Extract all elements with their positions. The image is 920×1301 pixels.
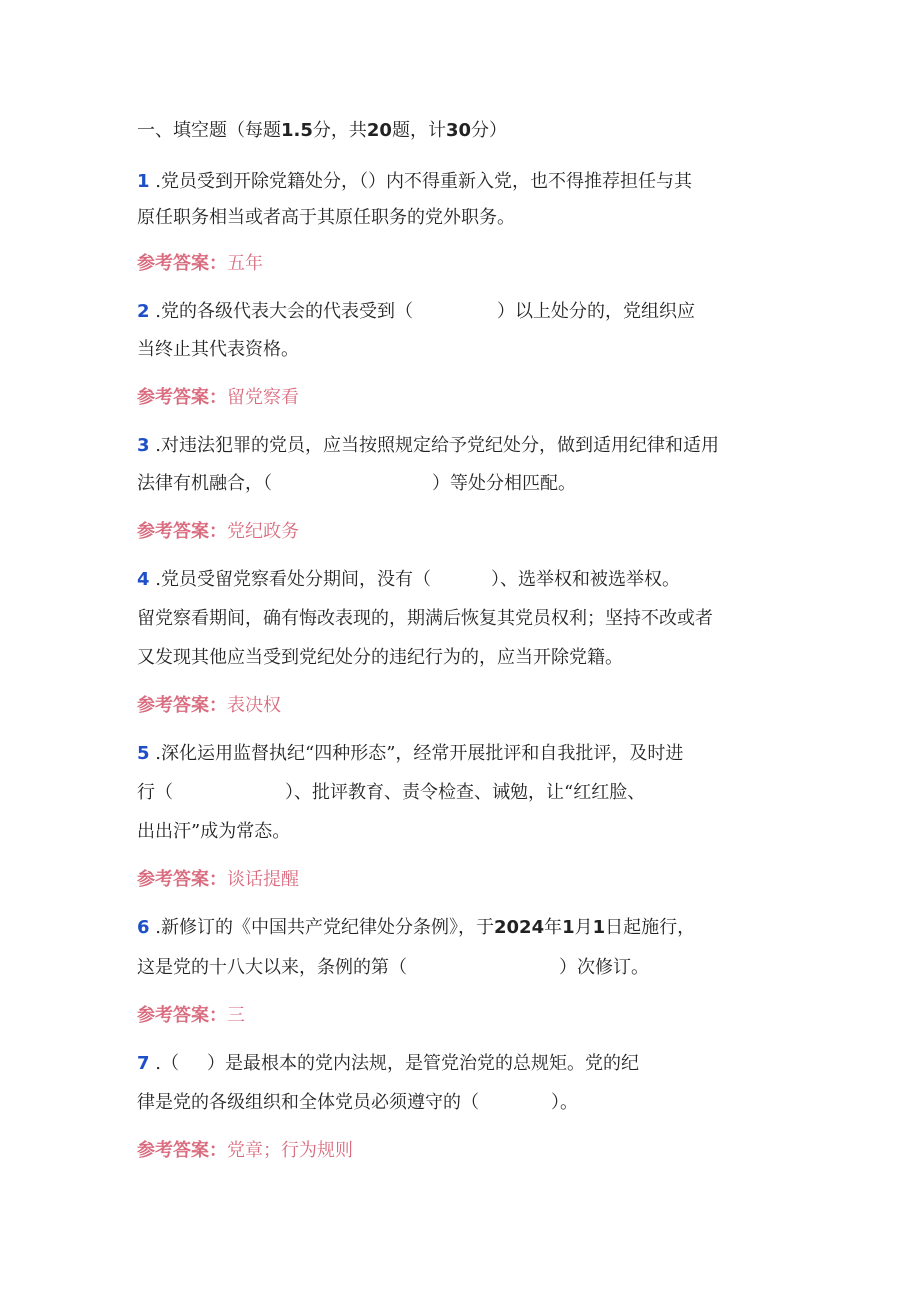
question-2-line-1 xyxy=(137,300,695,324)
question-number: 2 xyxy=(137,301,150,322)
question-6-line-1 xyxy=(137,916,695,940)
answer-4 xyxy=(137,694,281,718)
answer-2 xyxy=(137,386,299,410)
question-text: 年 xyxy=(544,917,563,938)
question-text: ）、选举权和被选举权。 xyxy=(491,569,680,590)
question-text: 原任职务相当或者高于其原任职务的党外职务。 xyxy=(137,207,515,228)
question-text: 律是党的各级组织和全体党员必须遵守的（ xyxy=(137,1092,479,1113)
question-1-line-2 xyxy=(137,206,515,230)
question-text: ）。 xyxy=(551,1092,578,1113)
answer-label: 参考答案： xyxy=(137,521,227,542)
question-4-line-1 xyxy=(137,568,680,592)
heading-text: 分） xyxy=(471,120,508,141)
question-text: .（ xyxy=(155,1053,179,1074)
heading-text: 一、填空题（每题 xyxy=(137,120,281,141)
question-text: .对违法犯罪的党员，应当按照规定给予党纪处分，做到适用纪律和适用 xyxy=(155,435,719,456)
question-7-line-2 xyxy=(137,1091,578,1115)
answer-text: 三 xyxy=(227,1005,245,1026)
question-number: 4 xyxy=(137,569,150,590)
answer-label: 参考答案： xyxy=(137,1140,227,1161)
answer-5 xyxy=(137,868,299,892)
question-text: 月 xyxy=(574,917,593,938)
effective-day: 1 xyxy=(592,917,606,938)
question-text: ）等处分相匹配。 xyxy=(432,473,576,494)
question-number: 7 xyxy=(137,1053,150,1074)
question-4-line-3 xyxy=(137,646,623,670)
answer-text: 表决权 xyxy=(227,695,281,716)
question-text: 出出汗”成为常态。 xyxy=(137,821,291,842)
question-1-line-1 xyxy=(137,170,692,194)
question-text: 当终止其代表资格。 xyxy=(137,339,299,360)
question-3-line-1 xyxy=(137,434,719,458)
answer-7 xyxy=(137,1139,353,1163)
question-3-line-2 xyxy=(137,472,576,496)
answer-6 xyxy=(137,1004,245,1028)
question-text: .深化运用监督执纪“四种形态”，经常开展批评和自我批评，及时进 xyxy=(155,743,684,764)
heading-score: 1.5 xyxy=(281,120,313,141)
question-6-line-2 xyxy=(137,956,649,980)
question-text: 又发现其他应当受到党纪处分的违纪行为的，应当开除党籍。 xyxy=(137,647,623,668)
question-number: 5 xyxy=(137,743,150,764)
answer-text: 五年 xyxy=(227,253,263,274)
effective-month: 1 xyxy=(562,917,575,938)
question-text: .党员受到开除党籍处分，（）内不得重新入党，也不得推荐担任与其 xyxy=(155,171,692,192)
answer-label: 参考答案： xyxy=(137,695,227,716)
question-number: 6 xyxy=(137,917,150,938)
question-5-line-1 xyxy=(137,742,683,766)
answer-label: 参考答案： xyxy=(137,387,227,408)
question-5-line-3 xyxy=(137,820,290,844)
heading-count: 20 xyxy=(366,120,392,141)
question-text: 行（ xyxy=(137,782,173,803)
answer-label: 参考答案： xyxy=(137,869,227,890)
heading-total: 30 xyxy=(445,120,472,141)
question-text: ）次修订。 xyxy=(559,957,649,978)
question-5-line-2 xyxy=(137,781,645,805)
question-text: 日起施行， xyxy=(605,917,696,938)
question-4-line-2 xyxy=(137,607,713,631)
section-heading xyxy=(137,119,507,143)
heading-text: 题，计 xyxy=(391,120,446,141)
question-text: .党的各级代表大会的代表受到（ xyxy=(155,301,413,322)
question-text: .党员受留党察看处分期间，没有（ xyxy=(155,569,431,590)
answer-label: 参考答案： xyxy=(137,253,227,274)
answer-text: 党纪政务 xyxy=(227,521,299,542)
question-7-line-1 xyxy=(137,1052,639,1076)
question-text: ）、批评教育、责令检查、诫勉，让“红红脸、 xyxy=(285,782,646,803)
question-text: 法律有机融合，（ xyxy=(137,473,272,494)
question-number: 1 xyxy=(137,171,150,192)
effective-year: 2024 xyxy=(494,917,545,938)
answer-text: 谈话提醒 xyxy=(227,869,299,890)
question-2-line-2 xyxy=(137,338,299,362)
answer-1 xyxy=(137,252,263,276)
question-text: ）是最根本的党内法规，是管党治党的总规矩。党的纪 xyxy=(207,1053,639,1074)
question-text: 留党察看期间，确有悔改表现的，期满后恢复其党员权利；坚持不改或者 xyxy=(137,608,713,629)
answer-3 xyxy=(137,520,299,544)
question-text: .新修订的《中国共产党纪律处分条例》，于 xyxy=(155,917,494,938)
question-text: ）以上处分的，党组织应 xyxy=(497,301,695,322)
answer-text: 留党察看 xyxy=(227,387,299,408)
answer-label: 参考答案： xyxy=(137,1005,227,1026)
heading-text: 分，共 xyxy=(312,120,367,141)
question-number: 3 xyxy=(137,435,150,456)
answer-text: 党章；行为规则 xyxy=(227,1140,353,1161)
question-text: 这是党的十八大以来，条例的第（ xyxy=(137,957,407,978)
